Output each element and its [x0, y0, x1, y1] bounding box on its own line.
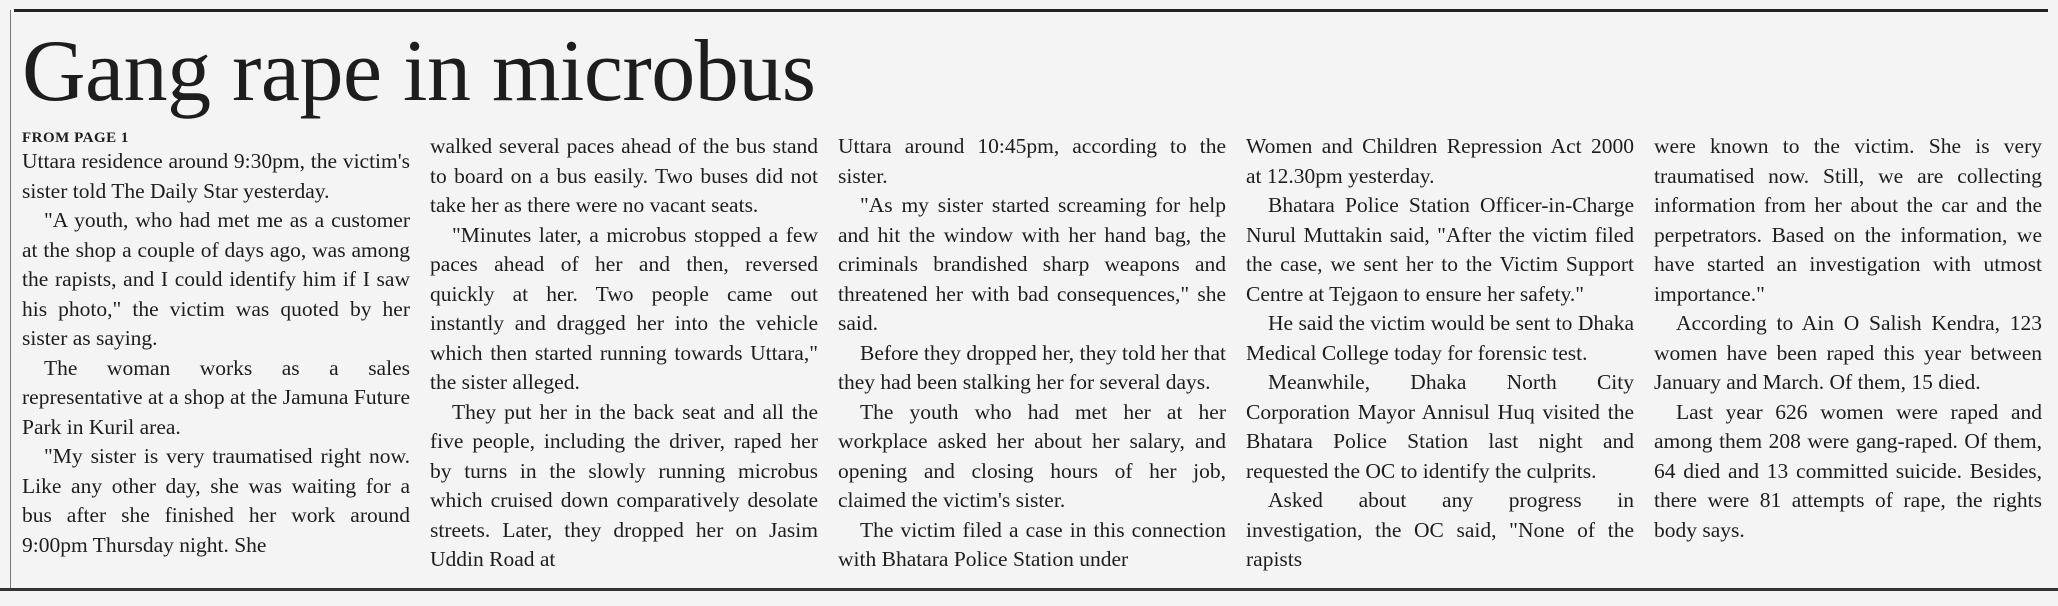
paragraph: He said the victim would be sent to Dhaka Medical College today for forensic test. [1246, 311, 1634, 365]
article-column-4 [1246, 132, 1634, 588]
article-column-3 [838, 132, 1226, 588]
paragraph: The woman works as a sales representative at a shop at the Jamuna Future Park in Kuril area. [22, 355, 410, 439]
paragraph: Before they dropped her, they told her that they had been stalking her for several days. [838, 340, 1226, 394]
kicker: FROM PAGE 1 [22, 130, 129, 146]
paragraph: "A youth, who had met me as a customer at the shop a couple of days ago, was among the rapists, and I could identify him if I saw his photo," the victim was quoted by her sister as saying. [22, 208, 410, 350]
paragraph: The victim filed a case in this connection with Bhatara Police Station under [838, 517, 1226, 571]
paragraph: Bhatara Police Station Officer-in-Charge Nurul Muttakin said, "After the victim filed the case, we sent her to the Victim Support Centre at Tejgaon to ensure her safety." [1246, 193, 1634, 306]
paragraph: They put her in the back seat and all the five people, including the driver, raped her by turns in the slowly running microbus which cruised down comparatively desolate streets. Later, they dropped her on Jasim Uddin Road at [430, 399, 818, 571]
paragraph: were known to the victim. She is very traumatised now. Still, we are collecting information from her about the car and the perpetrators. Based on the information, we have started an investigation with utmost importance." [1654, 134, 2042, 306]
left-edge-rule [10, 10, 11, 588]
headline: Gang rape in microbus [22, 23, 816, 120]
top-rule [14, 9, 2048, 12]
paragraph: Uttara residence around 9:30pm, the victim's sister told The Daily Star yesterday. [22, 149, 410, 203]
paragraph: Uttara around 10:45pm, according to the sister. [838, 134, 1226, 188]
paragraph: Women and Children Repression Act 2000 at 12.30pm yesterday. [1246, 134, 1634, 188]
paragraph: The youth who had met her at her workplace asked her about her salary, and opening and closing hours of her job, claimed the victim's sister. [838, 399, 1226, 512]
article-column-2 [430, 132, 818, 588]
paragraph: Asked about any progress in investigation, the OC said, "None of the rapists [1246, 488, 1634, 571]
paragraph: According to Ain O Salish Kendra, 123 women have been raped this year between January and March. Of them, 15 died. [1654, 311, 2042, 394]
paragraph: "Minutes later, a microbus stopped a few paces ahead of her and then, reversed quickly at her. Two people came out instantly and dragged her into the vehicle which then started running towards Uttara," the sister alleged. [430, 222, 818, 394]
article-column-1 [22, 128, 410, 584]
bottom-rule [0, 588, 2058, 591]
paragraph: Last year 626 women were raped and among them 208 were gang-raped. Of them, 64 died and 13 committed suicide. Besides, there were 81 attempts of rape, the rights body says. [1654, 399, 2042, 542]
paragraph: "As my sister started screaming for help and hit the window with her hand bag, the criminals brandished sharp weapons and threatened her with bad consequences," she said. [838, 193, 1226, 335]
paragraph: Meanwhile, Dhaka North City Corporation Mayor Annisul Huq visited the Bhatara Police Station last night and requested the OC to identify the culprits. [1246, 370, 1634, 483]
paragraph: "My sister is very traumatised right now. Like any other day, she was waiting for a bus after she finished her work around 9:00pm Thursday night. She [22, 444, 410, 557]
paragraph: walked several paces ahead of the bus stand to board on a bus easily. Two buses did not take her as there were no vacant seats. [430, 134, 818, 217]
article-column-5 [1654, 132, 2042, 588]
